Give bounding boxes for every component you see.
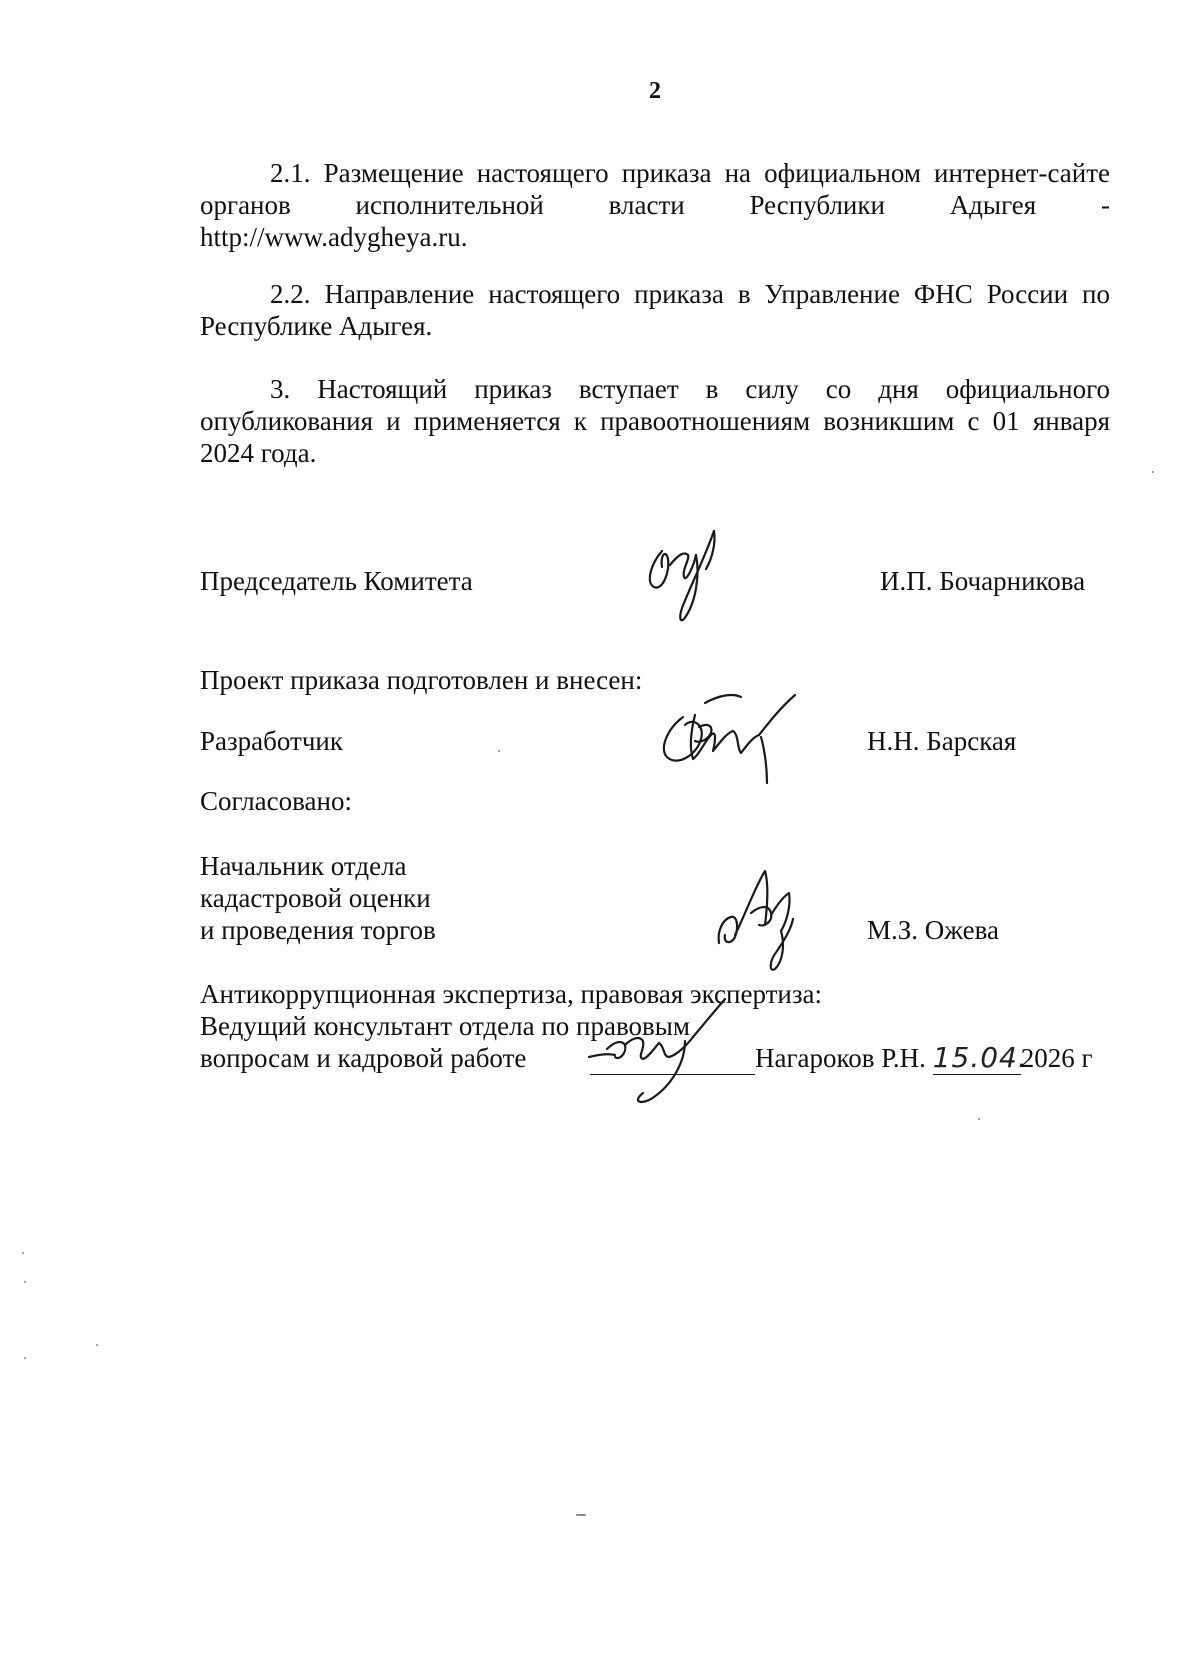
paragraph-3-line-3: 2024 года. <box>200 438 317 468</box>
department-head-signature-icon <box>705 865 815 975</box>
word: органов <box>200 190 291 220</box>
paragraph-2-2-line-1: 2.2. Направление настоящего приказа в Управление ФНС России по <box>270 279 1110 309</box>
paragraph-2-2-line-2: Республике Адыгея. <box>200 311 433 341</box>
agreed-role-line-2: кадастровой оценки <box>200 883 431 913</box>
prepared-role: Разработчик <box>200 726 343 756</box>
scan-speck <box>978 1118 980 1120</box>
scan-speck <box>22 1252 24 1254</box>
word: - <box>1100 190 1110 220</box>
agreed-role-line-3: и проведения торгов <box>200 915 436 945</box>
paragraph-2-1-line-1: 2.1. Размещение настоящего приказа на официальном интернет-сайте <box>270 158 1110 188</box>
paragraph-3-line-1: 3. Настоящий приказ вступает в силу со дня официального <box>270 374 1110 404</box>
agreed-label: Согласовано: <box>200 786 352 816</box>
chairman-name: И.П. Бочарникова <box>880 566 1086 596</box>
scan-speck <box>24 1357 26 1359</box>
paragraph-2-2 <box>200 278 1110 342</box>
word: власти <box>608 190 685 220</box>
prepared-name: Н.Н. Барская <box>867 726 1017 756</box>
expertise-line-1: Антикоррупционная экспертиза, правовая экспертиза: <box>200 979 823 1009</box>
paragraph-3-line-2: опубликования и применяется к правоотношениям возникшим с 01 января <box>200 406 1110 436</box>
expertise-line-2: Ведущий консультант отдела по правовым <box>200 1011 691 1041</box>
paragraph-2-1 <box>200 157 1110 253</box>
developer-signature-icon <box>655 685 815 785</box>
paragraph-3 <box>200 373 1110 469</box>
agreed-name: М.З. Ожева <box>867 915 999 945</box>
agreed-role-line-1: Начальник отдела <box>200 851 407 881</box>
expertise-date-handwritten: 15.04. <box>932 1041 1028 1074</box>
paragraph-2-1-line-2 <box>200 189 1110 221</box>
expert-signature-icon <box>585 985 735 1110</box>
prepared-label: Проект приказа подготовлен и внесен: <box>200 665 643 695</box>
word: Адыгея <box>949 190 1037 220</box>
word: Республики <box>749 190 885 220</box>
scan-speck <box>96 1344 98 1346</box>
expertise-year: 2026 г <box>1020 1043 1093 1073</box>
scan-speck <box>24 1281 26 1283</box>
paragraph-2-1-line-3: http://www.adygheya.ru. <box>200 222 468 252</box>
expertise-line-3-left: вопросам и кадровой работе <box>200 1043 527 1073</box>
chairman-signature-icon <box>640 525 740 625</box>
page-number: 2 <box>649 78 661 104</box>
scan-speck <box>576 1514 586 1516</box>
chairman-title: Председатель Комитета <box>200 566 473 596</box>
word: исполнительной <box>355 190 544 220</box>
scan-speck <box>1152 471 1154 473</box>
scan-speck <box>498 750 500 752</box>
expertise-name: Нагароков Р.Н. <box>755 1043 926 1073</box>
